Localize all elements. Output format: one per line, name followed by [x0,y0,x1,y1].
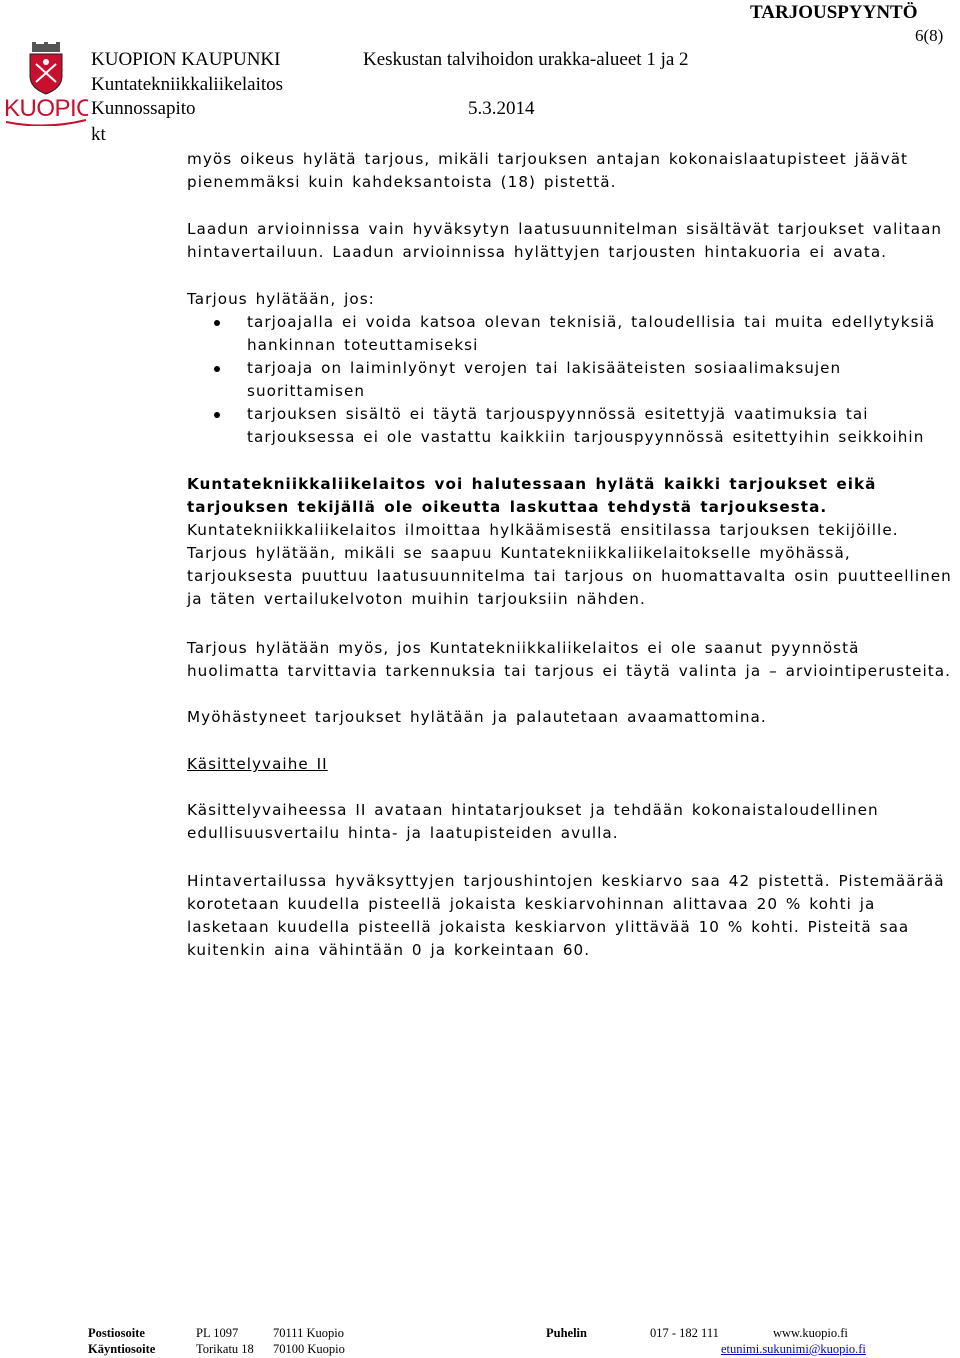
visit-label: Käyntiosoite [88,1342,156,1356]
paragraph-text: Kuntatekniikkaliikelaitos ilmoittaa hylkäämisestä ensitilassa tarjouksen tekijöille. Tarjous hylätään, mikäli se saapuu Kuntatekniikkaliikelaitokselle myöhässä, tarjouksesta puuttuu laatusuunnitelma tai tarjous on huomattavalta osin puutteellinen ja täten vertailukelvoton muihin tarjouksiin nähden. [187,521,952,608]
visit-street: Torikatu 18 [196,1342,254,1356]
paragraph-quality-assessment: Laadun arvioinnissa vain hyväksytyn laatusuunnitelman sisältävät tarjoukset valitaan hintavertailuun. Laadun arvioinnissa hylättyjen tarjousten hintakuoria ei avata. [187,220,943,261]
coat-of-arms-icon [4,42,88,126]
email-link[interactable]: etunimi.sukunimi@kuopio.fi [721,1342,866,1356]
list-item: tarjoajalla ei voida katsoa olevan teknisiä, taloudellisia tai muita edellytyksiä hankinnan toteuttamiseksi [187,311,957,357]
postal-code: 70111 Kuopio [273,1326,344,1340]
paragraph-rejection-clarification: Tarjous hylätään myös, jos Kuntatekniikkaliikelaitos ei ole saanut pyynnöstä huolimatta tarvittavia tarkennuksia tai tarjous ei täytä valinta ja – arviointiperusteita. [187,639,952,680]
unit-abbreviation: kt [91,124,106,145]
department-name: Kunnossapito [91,98,196,119]
website-link[interactable]: www.kuopio.fi [773,1326,848,1340]
paragraph-phase-two: Käsittelyvaiheessa II avataan hintatarjoukset ja tehdään kokonaistaloudellinen edullisuusvertailu hinta- ja laatupisteiden avulla. [187,801,879,842]
phone-label: Puhelin [546,1326,587,1340]
postal-box: PL 1097 [196,1326,239,1340]
kuopio-logo [4,42,88,126]
paragraph-price-points: Hintavertailussa hyväksyttyjen tarjoushintojen keskiarvo saa 42 pistettä. Pistemäärää korotetaan kuudella pisteellä jokaista keskiarvohinnan alittavaa 20 % kohti ja lasketaan kuudella pisteellä jokaista keskiarvon ylittävää 10 % kohti. Pisteitä saa kuitenkin aina vähintään 0 ja korkeintaan 60. [187,872,945,959]
page-number: 6(8) [915,26,944,45]
section-heading: Käsittelyvaihe II [187,755,328,773]
paragraph-rejection-intro: Tarjous hylätään, jos: [187,290,375,308]
list-item: tarjouksen sisältö ei täytä tarjouspyynnössä esitettyjä vaatimuksia tai tarjouksessa ei ole vastattu kaikkiin tarjouspyynnössä esitettyihin seikkoihin [187,403,957,449]
document-date: 5.3.2014 [468,98,535,119]
org-name: KUOPION KAUPUNKI [91,49,281,70]
rejection-criteria-list [187,311,957,449]
visit-code: 70100 Kuopio [273,1342,345,1356]
paragraph-reject-all [187,473,957,611]
postal-label: Postiosoite [88,1326,145,1340]
document-type: TARJOUSPYYNTÖ [750,2,918,23]
paragraph-late-offers: Myöhästyneet tarjoukset hylätään ja palautetaan avaamattomina. [187,708,767,726]
bullet-icon [214,412,220,418]
svg-text:KUOPIO: KUOPIO [4,95,88,122]
project-title: Keskustan talvihoidon urakka-alueet 1 ja 2 [363,49,689,70]
unit-name: Kuntatekniikkaliikelaitos [91,74,284,95]
bullet-icon [214,366,220,372]
bold-statement: Kuntatekniikkaliikelaitos voi halutessaan hylätä kaikki tarjoukset eikä tarjouksen tekijällä ole oikeutta laskuttaa tehdystä tarjouksesta. [187,475,877,516]
phone-number: 017 - 182 111 [650,1326,719,1340]
paragraph-rejection-quality: myös oikeus hylätä tarjous, mikäli tarjouksen antajan kokonaislaatupisteet jäävät pienemmäksi kuin kahdeksantoista (18) pistettä. [187,150,909,191]
list-item: tarjoaja on laiminlyönyt verojen tai lakisääteisten sosiaalimaksujen suorittamisen [187,357,957,403]
bullet-icon [214,320,220,326]
